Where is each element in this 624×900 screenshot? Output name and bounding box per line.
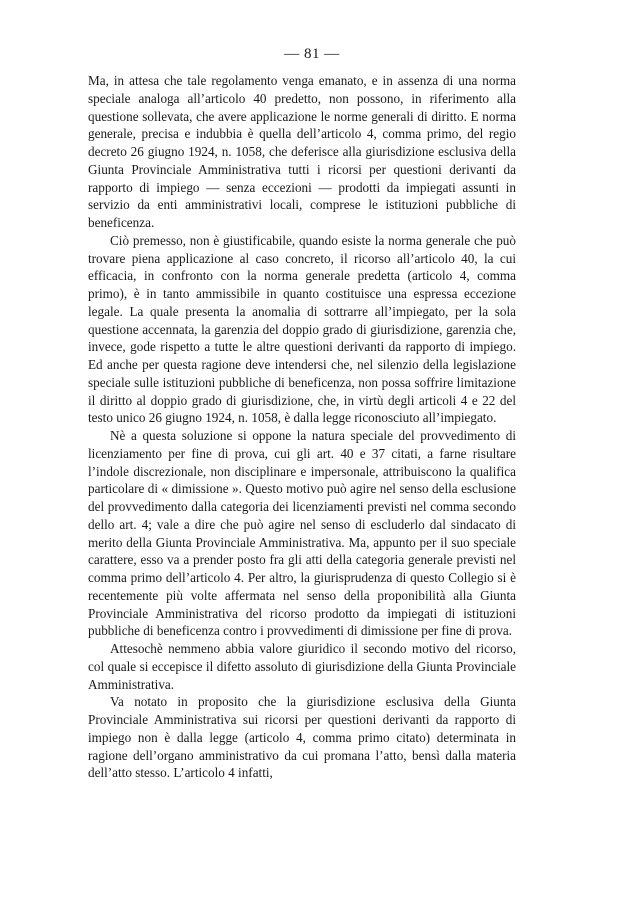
paragraph-2: Ciò premesso, non è giustificabile, quando esiste la norma generale che può trovare piena applicazione al caso concreto, il ricorso all’articolo 40, la cui efficacia, in confronto con la norma generale predetta (articolo 4, comma primo), è in tanto ammissibile in quanto costituisce una espressa eccezione legale. La quale presenta la anomalia di sottrarre all’impiegato, per la sola questione accennata, la garenzia del doppio grado di giurisdizione, garenzia che, invece, gode rispetto a tutte le altre questioni derivanti da rapporto di impiego. Ed anche per questa ragione deve intendersi che, nel silenzio della legislazione speciale sulle istituzioni pubbliche di beneficenza, non possa soffrire limitazione il diritto al doppio grado di giurisdizione, che, in virtù degli articoli 4 e 22 del testo unico 26 giugno 1924, n. 1058, è dalla legge riconosciuto all’impiegato. <box>88 232 516 426</box>
body-text <box>88 72 516 782</box>
paragraph-4: Attesochè nemmeno abbia valore giuridico il secondo motivo del ricorso, col quale si eccepisce il difetto assoluto di giurisdizione della Giunta Provinciale Amministrativa. <box>88 641 516 692</box>
paragraph-5: Va notato in proposito che la giurisdizione esclusiva della Giunta Provinciale Amministrativa sui ricorsi per questioni derivanti da rapporto di impiego non è dalla legge (articolo 4, comma primo citato) determinata in ragione dell’organo amministrativo da cui promana l’atto, bensì dalla materia dell’atto stesso. L’articolo 4 infatti, <box>88 694 516 781</box>
paragraph-1: Ma, in attesa che tale regolamento venga emanato, e in assenza di una norma speciale analoga all’articolo 40 predetto, non possono, in riferimento alla questione sollevata, che avere applicazione le norme generali di diritto. E norma generale, precisa e indubbia è quella dell’articolo 4, comma primo, del regio decreto 26 giugno 1924, n. 1058, che deferisce alla giurisdizione esclusiva della Giunta Provinciale Amministrativa tutti i ricorsi per questioni derivanti da rapporto di impiego — senza eccezioni — prodotti da impiegati assunti in servizio da enti amministrativi locali, comprese le istituzioni pubbliche di beneficenza. <box>88 73 516 230</box>
paragraph-3: Nè a questa soluzione si oppone la natura speciale del provvedimento di licenziamento per fine di prova, cui gli art. 40 e 37 citati, a farne risultare l’indole discrezionale, non disciplinare e impersonale, attribuiscono la qualifica particolare di « dimissione ». Questo motivo può agire nel senso della esclusione del provvedimento dalla categoria dei licenziamenti previsti nel comma secondo dello art. 4; vale a dire che può agire nel senso di escluderlo dal sindacato di merito della Giunta Provinciale Amministrativa. Ma, appunto per il suo speciale carattere, esso va a prender posto fra gli atti della categoria generale previsti nel comma primo dell’articolo 4. Per altro, la giurisprudenza di questo Collegio si è recentemente più volte affermata nel senso della proponibilità alla Giunta Provinciale Amministrativa del ricorso prodotto da impiegati di istituzioni pubbliche di beneficenza contro i provvedimenti di dimissione per fine di prova. <box>88 428 516 639</box>
page-number: — 81 — <box>284 46 340 62</box>
